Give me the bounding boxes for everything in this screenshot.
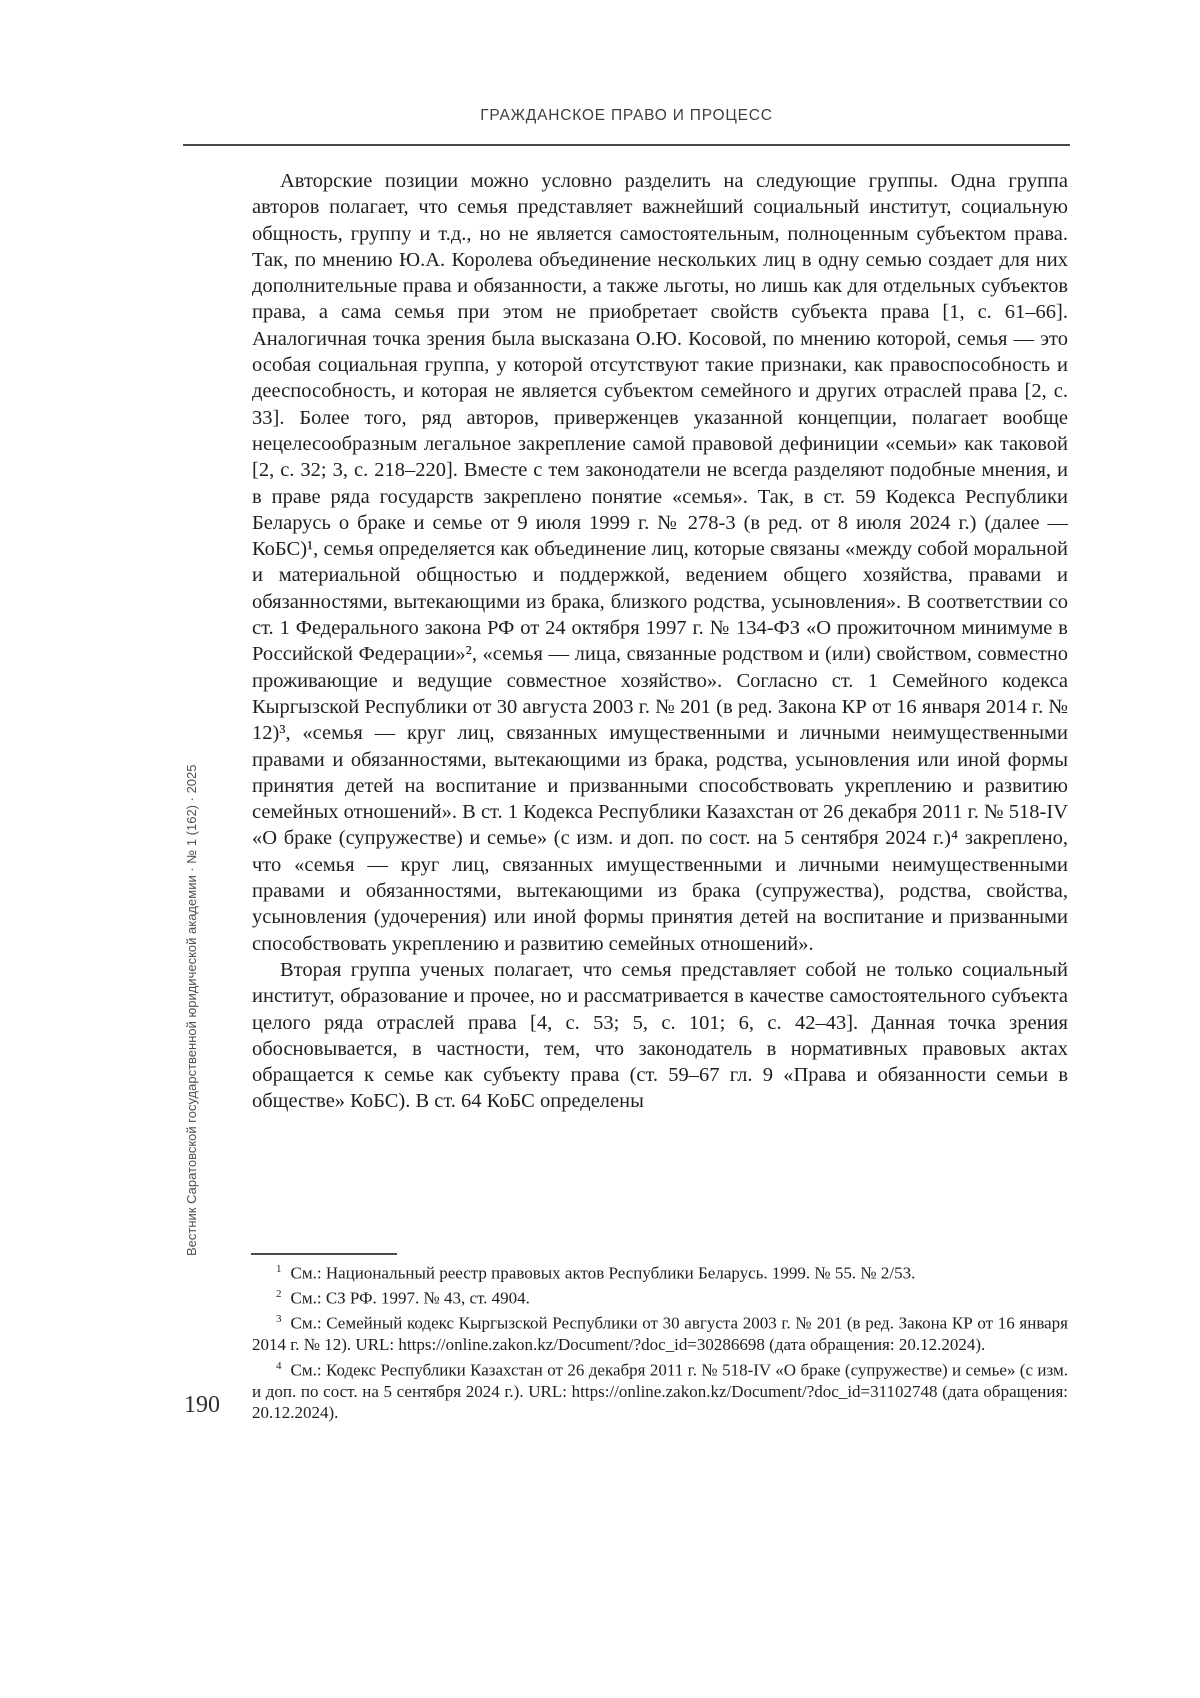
footnote-text: См.: Кодекс Республики Казахстан от 26 декабря 2011 г. № 518-IV «О браке (супружестве) и семье» (с изм. и доп. по сост. на 5 сентября 2024 г.). URL: https://online.zakon.kz/Document/?doc_id=31102748 (дата обращения: 20.12.2024). — [252, 1360, 1068, 1423]
footnote-text: См.: Национальный реестр правовых актов Республики Беларусь. 1999. № 55. № 2/53. — [290, 1263, 916, 1283]
footnotes-block — [252, 1259, 1068, 1423]
page-number: 190 — [184, 1392, 220, 1418]
body-paragraph: Вторая группа ученых полагает, что семья представляет собой не только социальный институт, образование и прочее, но и рассматривается в качестве самостоятельного субъекта целого ряда отраслей права [4, с. 53; 5, с. 101; 6, с. 42–43]. Данная точка зрения обосновывается, в частности, тем, что законодатель в нормативных правовых актах обращается к семье как субъекту права (ст. 59–67 гл. 9 «Права и обязанности семьи в обществе» КоБС). В ст. 64 КоБС определены — [252, 958, 1068, 1113]
article-body — [252, 168, 1068, 1115]
footnote-separator — [251, 1253, 397, 1255]
journal-edition-vertical-label: Вестник Саратовской государственной юридической академии · № 1 (162) · 2025 — [184, 764, 199, 1256]
body-paragraph: Авторские позиции можно условно разделить на следующие группы. Одна группа авторов полагает, что семья представляет важнейший социальный институт, социальную общность, группу и т.д., но не является самостоятельным, полноценным субъектом права. Так, по мнению Ю.А. Королева объединение нескольких лиц в одну семью создает для них дополнительные права и обязанности, а также льготы, но лишь как для отдельных субъектов права, а сама семья при этом не приобретает свойств субъекта права [1, с. 61–66]. Аналогичная точка зрения была высказана О.Ю. Косовой, по мнению которой, семья — это особая социальная группа, у которой отсутствуют такие признаки, как правоспособность и дееспособность, и которая не является субъектом семейного и других отраслей права [2, с. 33]. Более того, ряд авторов, приверженцев указанной концепции, полагает вообще нецелесообразным легальное закрепление самой правовой дефиниции «семьи» как таковой [2, с. 32; 3, с. 218–220]. Вместе с тем законодатели не всегда разделяют подобные мнения, и в праве ряда государств закреплено понятие «семья». Так, в ст. 59 Кодекса Республики Беларусь о браке и семье от 9 июля 1999 г. № 278-3 (в ред. от 8 июля 2024 г.) (далее — КоБС)¹, семья определяется как объединение лиц, которые связаны «между собой моральной и материальной общностью и поддержкой, ведением общего хозяйства, правами и обязанностями, вытекающими из брака, близкого родства, усыновления». В соответствии со ст. 1 Федерального закона РФ от 24 октября 1997 г. № 134-ФЗ «О прожиточном минимуме в Российской Федерации»², «семья — лица, связанные родством и (или) свойством, совместно проживающие и ведущие совместное хозяйство». Согласно ст. 1 Семейного кодекса Кыргызской Республики от 30 августа 2003 г. № 201 (в ред. Закона КР от 16 января 2014 г. № 12)³, «семья — круг лиц, связанных имущественными и личными неимущественными правами и обязанностями, вытекающими из брака, родства, усыновления или иной формы принятия детей на воспитание и призванными способствовать укреплению и развитию семейных отношений». В ст. 1 Кодекса Республики Казахстан от 26 декабря 2011 г. № 518-IV «О браке (супружестве) и семье» (с изм. и доп. по сост. на 5 сентября 2024 г.)⁴ закреплено, что «семья — круг лиц, связанных имущественными и личными неимущественными правами и обязанностями, вытекающими из брака (супружества), родства, свойства, усыновления (удочерения) или иной формы принятия детей на воспитание и призванными способствовать укреплению и развитию семейных отношений». — [252, 170, 1068, 955]
footnote-item — [252, 1356, 1068, 1424]
running-head-section-title: ГРАЖДАНСКОЕ ПРАВО И ПРОЦЕСС — [480, 107, 773, 124]
footnote-marker: 4 — [276, 1359, 282, 1372]
footnote-item — [252, 1284, 1068, 1309]
footnote-marker: 1 — [276, 1263, 282, 1275]
footnote-item — [252, 1259, 1068, 1284]
footnote-text: См.: СЗ РФ. 1997. № 43, ст. 4904. — [290, 1288, 530, 1308]
footnote-text: См.: Семейный кодекс Кыргызской Республики от 30 августа 2003 г. № 201 (в ред. Закона КР от 16 января 2014 г. № 12). URL: https://online.zakon.kz/Document/?doc_id=30286698 (дата обращения: 20.12.2024). — [252, 1313, 1068, 1355]
footnote-marker: 3 — [276, 1313, 282, 1326]
header-rule — [183, 144, 1070, 146]
footnote-marker: 2 — [276, 1288, 282, 1301]
footnote-item — [252, 1309, 1068, 1355]
